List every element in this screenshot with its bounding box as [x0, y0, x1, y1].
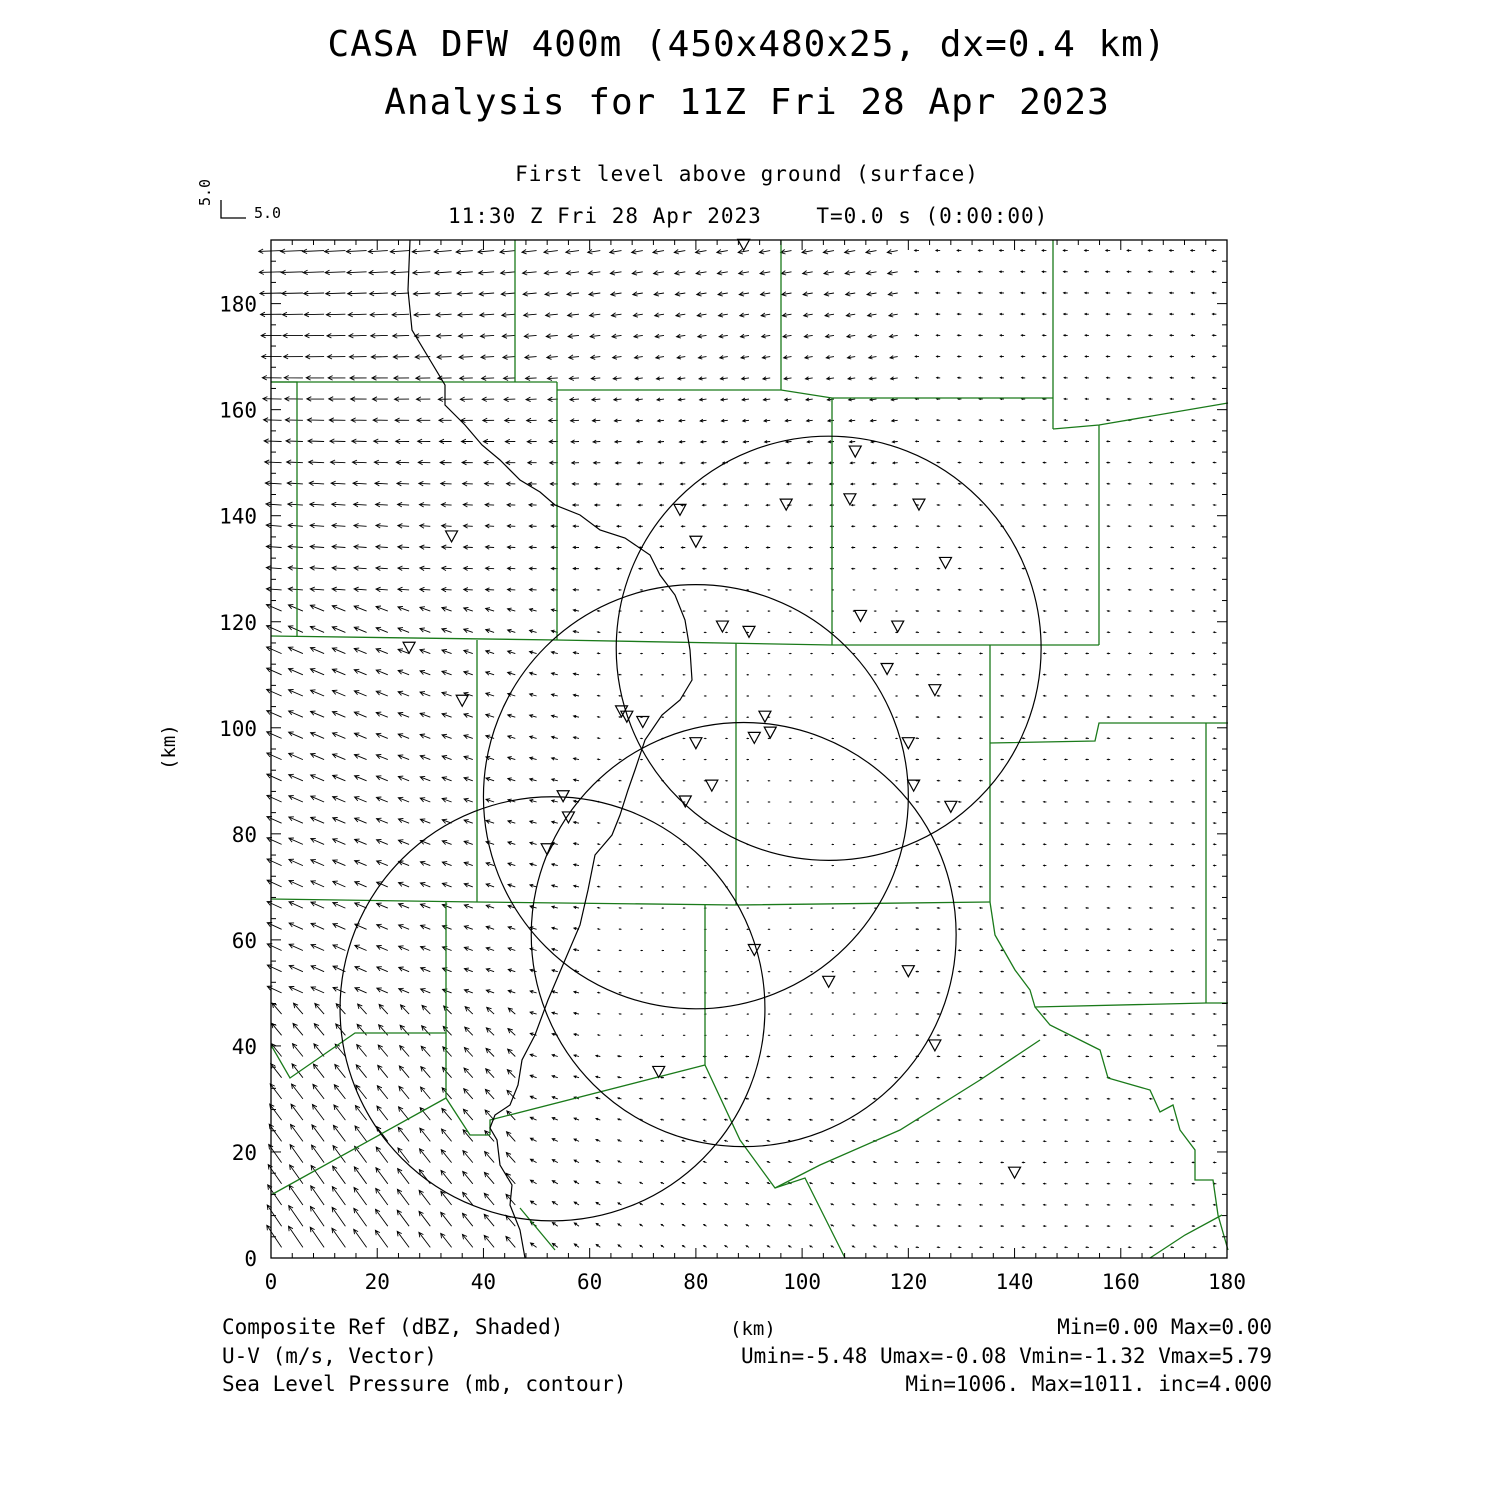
station-marker: [908, 780, 920, 791]
x-tick-label: 60: [577, 1270, 603, 1294]
station-marker: [764, 727, 776, 738]
station-marker: [748, 944, 760, 955]
y-tick-label: 80: [231, 822, 257, 847]
axis-tick-labels: [219, 293, 1246, 1294]
station-marker: [674, 504, 686, 515]
x-axis-label: (km): [730, 1318, 776, 1340]
vector-key-v-label: 5.0: [196, 178, 214, 206]
wind-range-label: Umin=-5.48 Umax=-0.08 Vmin=-1.32 Vmax=5.79: [740, 1344, 1272, 1368]
x-tick-label: 80: [683, 1270, 709, 1294]
x-tick-label: 40: [470, 1270, 497, 1294]
y-tick-label: 40: [231, 1034, 257, 1059]
station-marker: [748, 732, 760, 743]
ref-legend-label: Composite Ref (dBZ, Shaded): [222, 1315, 564, 1339]
station-marker: [929, 1040, 941, 1051]
radar-range-rings: [340, 436, 1041, 1221]
y-tick-label: 160: [219, 398, 257, 423]
x-tick-label: 180: [1208, 1270, 1246, 1294]
plot-title-line1: CASA DFW 400m (450x480x25, dx=0.4 km): [327, 24, 1167, 65]
y-tick-label: 0: [244, 1247, 257, 1271]
plot-title-line2: Analysis for 11Z Fri 28 Apr 2023: [384, 82, 1110, 123]
y-tick-label: 100: [219, 716, 257, 741]
x-tick-label: 160: [1101, 1270, 1140, 1294]
station-marker: [690, 536, 702, 547]
station-marker: [849, 446, 861, 457]
station-marker: [780, 499, 792, 510]
vector-key-icon: [221, 200, 246, 218]
level-label: First level above ground (surface): [515, 162, 979, 186]
station-marker: [446, 531, 458, 542]
ref-range-label: Min=0.00 Max=0.00: [1057, 1315, 1272, 1339]
valid-time-label: 11:30 Z Fri 28 Apr 2023 T=0.0 s (0:00:00): [448, 204, 1049, 228]
slp-legend-label: Sea Level Pressure (mb, contour): [222, 1372, 627, 1396]
station-marker: [844, 494, 856, 505]
wind-vector-field: [259, 249, 1217, 1248]
slp-range-label: Min=1006. Max=1011. inc=4.000: [905, 1372, 1272, 1396]
station-marker: [929, 685, 941, 696]
station-marker: [738, 239, 750, 250]
plot-frame: [271, 240, 1227, 1258]
station-marker: [881, 663, 893, 674]
station-marker: [940, 557, 952, 568]
station-marker: [456, 695, 468, 706]
station-marker: [902, 738, 914, 749]
station-marker: [855, 610, 867, 621]
wind-vectors: [259, 249, 1217, 1248]
station-marker: [892, 621, 904, 632]
x-tick-label: 140: [995, 1270, 1034, 1294]
county-boundaries: [271, 240, 1228, 1258]
x-tick-label: 20: [364, 1270, 390, 1294]
station-marker: [902, 966, 914, 977]
range-ring: [531, 722, 956, 1146]
axis-ticks: [271, 240, 1227, 1258]
station-marker: [690, 738, 702, 749]
x-tick-label: 100: [783, 1270, 822, 1294]
station-marker: [706, 780, 718, 791]
station-marker: [913, 499, 925, 510]
y-tick-label: 120: [219, 610, 257, 635]
y-axis-label: (km): [158, 724, 180, 770]
station-marker: [1009, 1167, 1021, 1178]
x-tick-label: 0: [264, 1270, 278, 1294]
station-marker: [716, 621, 728, 632]
wind-legend-label: U-V (m/s, Vector): [222, 1344, 437, 1368]
x-tick-label: 120: [889, 1270, 928, 1294]
y-tick-label: 20: [231, 1140, 257, 1165]
station-marker: [945, 801, 957, 812]
observation-stations: [403, 239, 1020, 1178]
y-tick-label: 60: [231, 928, 257, 953]
station-marker: [743, 626, 755, 637]
station-marker: [823, 976, 835, 987]
station-marker: [637, 716, 649, 727]
vector-key-u-label: 5.0: [254, 204, 282, 222]
y-tick-label: 140: [219, 504, 257, 529]
y-tick-label: 180: [219, 292, 257, 317]
